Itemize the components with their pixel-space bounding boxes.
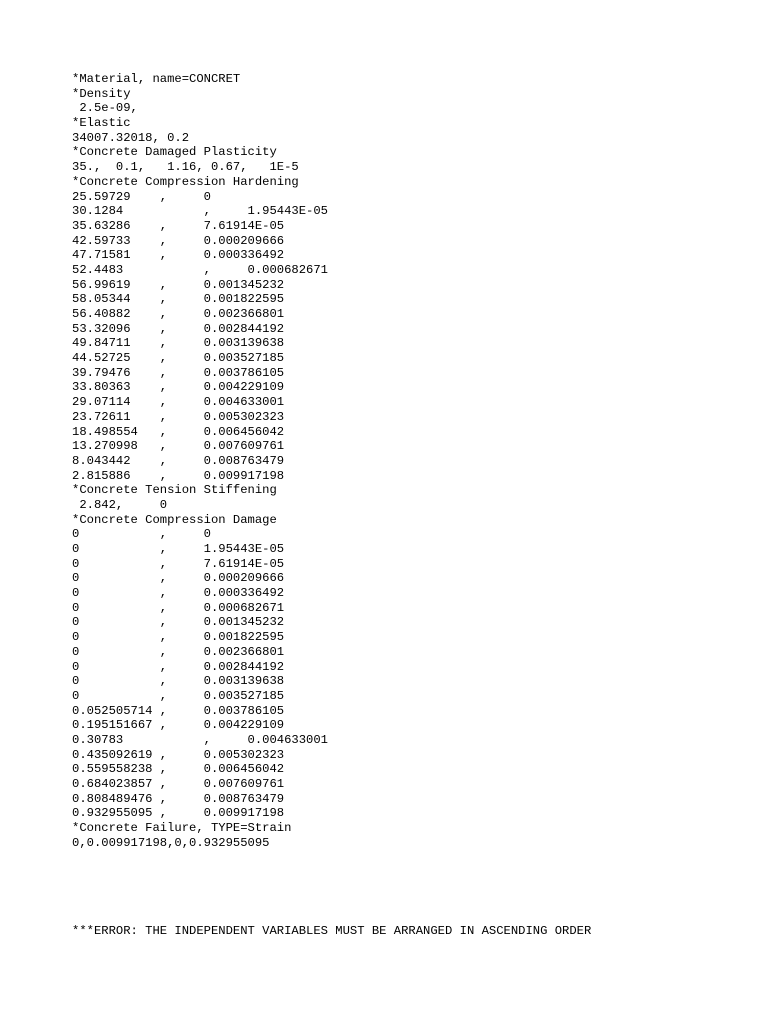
text-line: 0.932955095 , 0.009917198 [72, 806, 285, 821]
text-line: 0 , 0 [72, 527, 211, 542]
text-line: *Concrete Compression Damage [72, 512, 277, 527]
text-line: 2.815886 , 0.009917198 [72, 468, 285, 483]
text-line: 33.80363 , 0.004229109 [72, 380, 285, 395]
text-line: 0.195151667 , 0.004229109 [72, 718, 285, 733]
text-line: 30.1284 , 1.95443E-05 [72, 204, 328, 219]
text-line: 8.043442 , 0.008763479 [72, 453, 285, 468]
text-line: 0 , 0.000209666 [72, 571, 285, 586]
text-line: 44.52725 , 0.003527185 [72, 351, 285, 366]
text-line: 2.842, 0 [72, 497, 168, 512]
text-line: 52.4483 , 0.000682671 [72, 262, 328, 277]
text-line: *Concrete Damaged Plasticity [72, 145, 277, 160]
text-line: 29.07114 , 0.004633001 [72, 395, 285, 410]
text-line: 0 , 7.61914E-05 [72, 556, 285, 571]
text-line: 0 , 0.003527185 [72, 688, 285, 703]
text-line: 34007.32018, 0.2 [72, 130, 190, 145]
text-line: 0 , 0.002844192 [72, 659, 285, 674]
text-line: 58.05344 , 0.001822595 [72, 292, 285, 307]
text-line: 0 , 0.003139638 [72, 674, 285, 689]
text-line: 0.30783 , 0.004633001 [72, 732, 328, 747]
text-line: 13.270998 , 0.007609761 [72, 439, 285, 454]
text-line: 53.32096 , 0.002844192 [72, 321, 285, 336]
text-line: 0.684023857 , 0.007609761 [72, 777, 285, 791]
text-line: 0 , 0.001345232 [72, 615, 285, 630]
error-message: ***ERROR: THE INDEPENDENT VARIABLES MUST BE ARRANGED IN ASCENDING ORDER [72, 924, 592, 938]
text-line: 0.052505714 , 0.003786105 [72, 703, 285, 718]
text-line: 35.63286 , 7.61914E-05 [72, 218, 285, 233]
text-line: *Concrete Failure, TYPE=Strain [72, 821, 292, 836]
text-line: 0 , 0.000336492 [72, 586, 285, 601]
text-line: 2.5e-09, [72, 101, 138, 116]
text-line: 35., 0.1, 1.16, 0.67, 1E-5 [72, 160, 299, 175]
text-line: 18.498554 , 0.006456042 [72, 424, 285, 439]
text-line: 25.59729 , 0 [72, 189, 211, 204]
text-line: 39.79476 , 0.003786105 [72, 365, 285, 380]
text-line: 56.99619 , 0.001345232 [72, 277, 285, 292]
text-line: 56.40882 , 0.002366801 [72, 307, 285, 321]
text-line: 0 , 1.95443E-05 [72, 542, 285, 556]
text-line: 0 , 0.002366801 [72, 644, 285, 659]
text-line: *Concrete Compression Hardening [72, 174, 299, 189]
text-line: 0.435092619 , 0.005302323 [72, 747, 285, 762]
text-line: 42.59733 , 0.000209666 [72, 233, 285, 248]
text-line: 0,0.009917198,0,0.932955095 [72, 835, 270, 850]
text-line: 47.71581 , 0.000336492 [72, 248, 285, 263]
text-line: *Concrete Tension Stiffening [72, 483, 277, 498]
text-line: 0.808489476 , 0.008763479 [72, 791, 285, 806]
text-line: 0 , 0.001822595 [72, 630, 285, 645]
text-line: 49.84711 , 0.003139638 [72, 336, 285, 351]
text-line: 23.72611 , 0.005302323 [72, 409, 285, 424]
text-line: *Density [72, 86, 131, 101]
text-line: 0.559558238 , 0.006456042 [72, 762, 285, 777]
text-line: 0 , 0.000682671 [72, 600, 285, 615]
text-line: *Elastic [72, 116, 131, 131]
input-file-text [72, 72, 732, 850]
text-line: *Material, name=CONCRET [72, 72, 241, 86]
